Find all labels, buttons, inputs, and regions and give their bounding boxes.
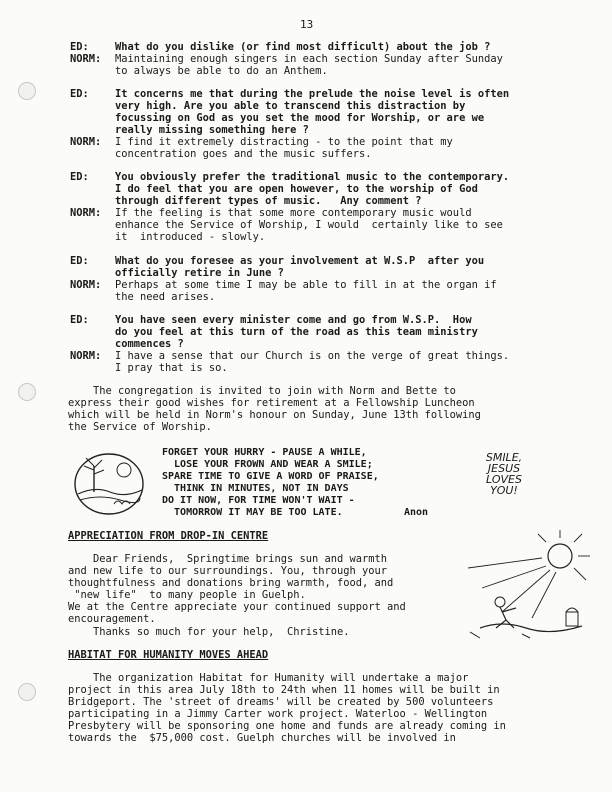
- speaker-label: ED:: [70, 314, 89, 326]
- speaker-label: ED:: [70, 171, 89, 183]
- paragraph-line: Thanks so much for your help, Christine.: [68, 626, 350, 638]
- question-line: What do you dislike (or find most difficult) about the job ?: [115, 41, 491, 53]
- punch-hole-bottom: [18, 683, 36, 701]
- question-line: focussing on God as you set the mood for Worship, or are we: [115, 112, 485, 124]
- poem-line: FORGET YOUR HURRY - PAUSE A WHILE,: [162, 447, 367, 458]
- appreciation-heading: APPRECIATION FROM DROP-IN CENTRE: [68, 530, 269, 542]
- answer-line: I pray that is so.: [115, 362, 228, 374]
- speaker-label: NORM:: [70, 350, 102, 362]
- speaker-label: NORM:: [70, 279, 102, 291]
- paragraph-line: thoughtfulness and donations bring warmth, food, and: [68, 577, 394, 589]
- poem-line: SPARE TIME TO GIVE A WORD OF PRAISE,: [162, 471, 379, 482]
- punch-hole-top: [18, 82, 36, 100]
- paragraph-line: "new life" to many people in Guelph.: [68, 589, 306, 601]
- speaker-label: ED:: [70, 41, 89, 53]
- punch-hole-middle: [18, 383, 36, 401]
- smile-line: YOU!: [490, 484, 518, 497]
- page-number: 13: [300, 18, 314, 31]
- question-line: You have seen every minister come and go from W.S.P. How: [115, 314, 472, 326]
- answer-line: Maintaining enough singers in each section Sunday after Sunday: [115, 53, 503, 65]
- question-line: What do you foresee as your involvement at W.S.P after you: [115, 255, 485, 267]
- poem-line: LOSE YOUR FROWN AND WEAR A SMILE;: [162, 459, 373, 470]
- paragraph-line: We at the Centre appreciate your continued support and: [68, 601, 406, 613]
- answer-line: I find it extremely distracting - to the point that my: [115, 136, 453, 148]
- paragraph-line: Bridgeport. The 'street of dreams' will be created by 500 volunteers: [68, 696, 494, 708]
- gardening-illustration: [462, 528, 594, 648]
- poem-line: DO IT NOW, FOR TIME WON'T WAIT -: [162, 495, 355, 506]
- poem-line: THINK IN MINUTES, NOT IN DAYS: [162, 483, 349, 494]
- smile-line: JESUS: [487, 462, 521, 475]
- question-line: I do feel that you are open however, to the worship of God: [115, 183, 478, 195]
- habitat-heading: HABITAT FOR HUMANITY MOVES AHEAD: [68, 649, 269, 661]
- paragraph-line: The congregation is invited to join with Norm and Bette to: [68, 385, 456, 397]
- answer-line: it introduced - slowly.: [115, 231, 266, 243]
- speaker-label: NORM:: [70, 136, 102, 148]
- question-line: officially retire in June ?: [115, 267, 284, 279]
- smile-line: LOVES: [486, 473, 522, 486]
- answer-line: enhance the Service of Worship, I would certainly like to see: [115, 219, 503, 231]
- question-line: It concerns me that during the prelude the noise level is often: [115, 88, 510, 100]
- paragraph-line: the Service of Worship.: [68, 421, 212, 433]
- nature-illustration: [70, 448, 148, 518]
- question-line: through different types of music. Any comment ?: [115, 195, 422, 207]
- poem-author: Anon: [404, 507, 429, 518]
- answer-line: the need arises.: [115, 291, 216, 303]
- question-line: really missing something here ?: [115, 124, 309, 136]
- speaker-label: ED:: [70, 255, 89, 267]
- answer-line: Perhaps at some time I may be able to fill in at the organ if: [115, 279, 497, 291]
- paragraph-line: which will be held in Norm's honour on Sunday, June 13th following: [68, 409, 481, 421]
- paragraph-line: The organization Habitat for Humanity will undertake a major: [68, 672, 469, 684]
- poem-line: TOMORROW IT MAY BE TOO LATE.: [162, 507, 343, 518]
- question-line: do you feel at this turn of the road as this team ministry: [115, 326, 478, 338]
- speaker-label: NORM:: [70, 53, 102, 65]
- paragraph-line: Presbytery will be sponsoring one home and funds are already coming in: [68, 720, 506, 732]
- answer-line: I have a sense that our Church is on the verge of great things.: [115, 350, 510, 362]
- question-line: You obviously prefer the traditional music to the contemporary.: [115, 171, 510, 183]
- smile-jesus-loves-you: [474, 452, 534, 496]
- paragraph-line: express their good wishes for retirement at a Fellowship Luncheon: [68, 397, 475, 409]
- answer-line: to always be able to do an Anthem.: [115, 65, 328, 77]
- paragraph-line: participating in a Jimmy Carter work project. Waterloo - Wellington: [68, 708, 488, 720]
- paragraph-line: and new life to our surroundings. You, through your: [68, 565, 388, 577]
- paragraph-line: towards the $75,000 cost. Guelph churches will be involved in: [68, 732, 456, 744]
- speaker-label: ED:: [70, 88, 89, 100]
- paragraph-line: Dear Friends, Springtime brings sun and warmth: [68, 553, 388, 565]
- paragraph-line: encouragement.: [68, 613, 156, 625]
- paragraph-line: project in this area July 18th to 24th when 11 homes will be built in: [68, 684, 500, 696]
- question-line: very high. Are you able to transcend this distraction by: [115, 100, 466, 112]
- speaker-label: NORM:: [70, 207, 102, 219]
- smile-line: SMILE,: [485, 451, 523, 464]
- question-line: commences ?: [115, 338, 184, 350]
- answer-line: If the feeling is that some more contemporary music would: [115, 207, 472, 219]
- answer-line: concentration goes and the music suffers.: [115, 148, 372, 160]
